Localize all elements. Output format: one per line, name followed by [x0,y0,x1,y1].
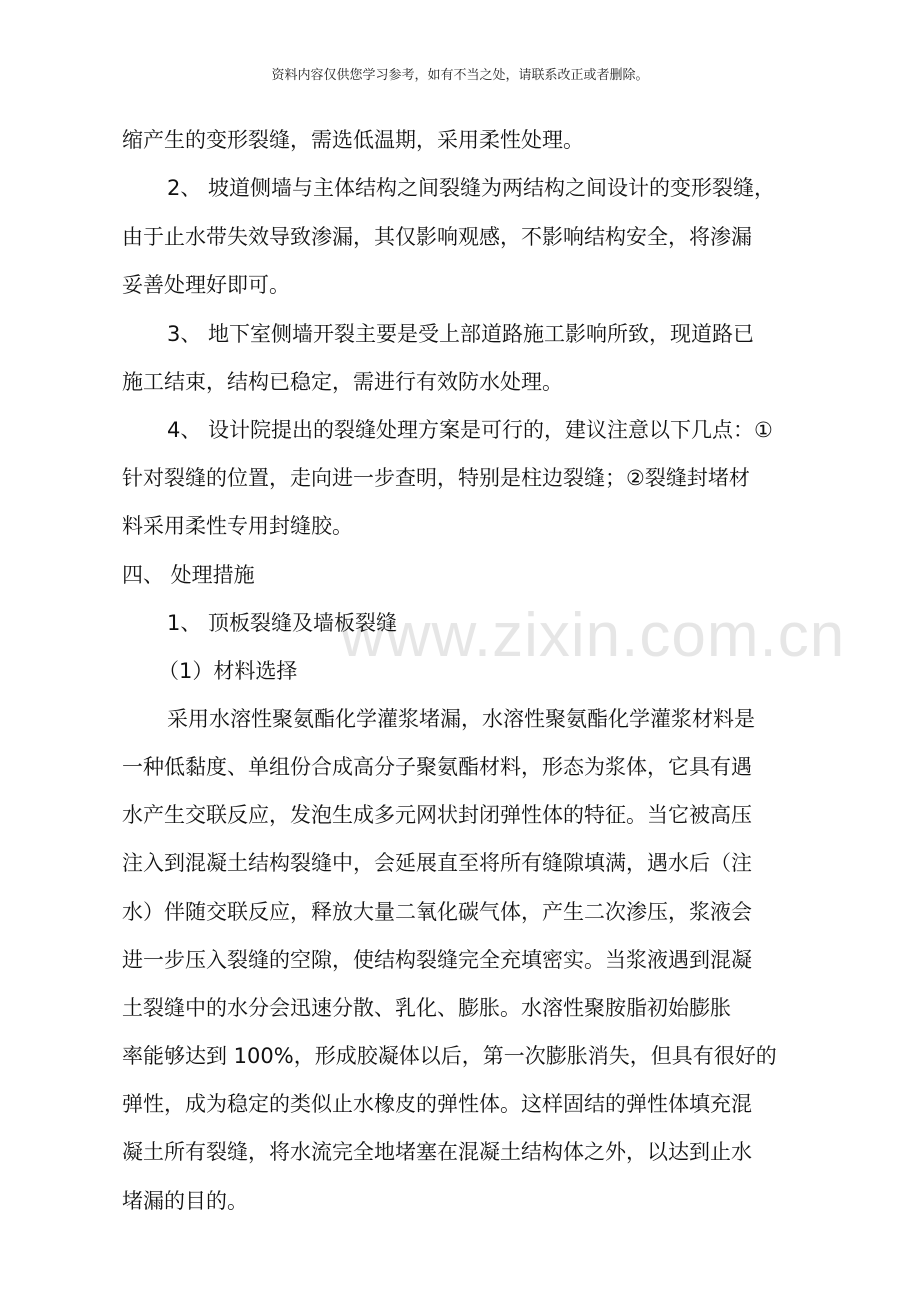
text-line: 妥善处理好即可。 [122,273,290,297]
text-line: 缩产生的变形裂缝，需选低温期，采用柔性处理。 [122,128,584,152]
text-line: 土裂缝中的水分会迅速分散、乳化、膨胀。水溶性聚胺脂初始膨胀 [122,996,731,1020]
text-line: 由于止水带失效导致渗漏，其仅影响观感，不影响结构安全，将渗漏 [122,225,752,249]
text-line: 弹性，成为稳定的类似止水橡皮的弹性体。这样固结的弹性体填充混 [122,1092,752,1116]
text-line: 水产生交联反应，发泡生成多元网状封闭弹性体的特征。当它被高压 [122,803,752,827]
text-line: 水）伴随交联反应，释放大量二氧化碳气体，产生二次渗压，浆液会 [122,900,752,924]
text-line: 针对裂缝的位置，走向进一步查明，特别是柱边裂缝；②裂缝封堵材 [122,466,750,490]
subsection-heading: 1、 顶板裂缝及墙板裂缝 [167,611,398,635]
text-line: 2、 坡道侧墙与主体结构之间裂缝为两结构之间设计的变形裂缝， [167,176,776,200]
watermark: www.zixin.com.cn [340,601,846,670]
text-line: 施工结束，结构已稳定，需进行有效防水处理。 [122,370,563,394]
text-line: 料采用柔性专用封缝胶。 [122,514,353,538]
section-heading: 四、 处理措施 [122,563,255,587]
text-line: 率能够达到 100%，形成胶凝体以后，第一次膨胀消失，但具有很好的 [122,1044,777,1068]
subsection-heading: （1）材料选择 [158,659,298,683]
page-header-notice: 资料内容仅供您学习参考，如有不当之处，请联系改正或者删除。 [271,68,649,83]
text-line: 4、 设计院提出的裂缝处理方案是可行的，建议注意以下几点：① [167,418,773,442]
text-line: 一种低黏度、单组份合成高分子聚氨酯材料，形态为浆体，它具有遇 [122,755,752,779]
text-line: 堵漏的目的。 [122,1189,248,1213]
text-line: 3、 地下室侧墙开裂主要是受上部道路施工影响所致，现道路已 [167,322,755,346]
text-line: 凝土所有裂缝，将水流完全地堵塞在混凝土结构体之外，以达到止水 [122,1140,752,1164]
text-line: 注入到混凝土结构裂缝中，会延展直至将所有缝隙填满，遇水后（注 [122,851,752,875]
text-line: 采用水溶性聚氨酯化学灌浆堵漏，水溶性聚氨酯化学灌浆材料是 [167,707,755,731]
text-line: 进一步压入裂缝的空隙，使结构裂缝完全充填密实。当浆液遇到混凝 [122,948,752,972]
